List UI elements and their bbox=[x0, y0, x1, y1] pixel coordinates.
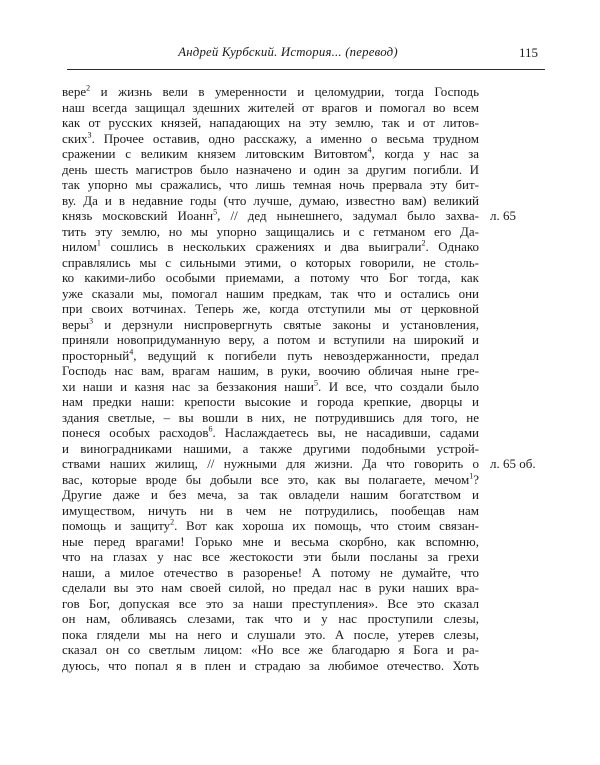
page-number: 115 bbox=[518, 45, 538, 60]
text-line: сражении с великим князем литовским Витовтом$^4$, когда у нас за bbox=[62, 145, 479, 161]
text-line: хи наши и казня нас за беззакония наши$^5$. И все, что создали было bbox=[62, 378, 479, 394]
text-line: веры$^3$ и дерзнули ниспровергнуть святые законы и установления, bbox=[62, 316, 479, 332]
text-line: ствами наших жилищ, // нужными для жизни. Да что говорить о л. 65 об. bbox=[62, 456, 479, 472]
folio-margin-note: л. 65 об. bbox=[490, 456, 536, 471]
text-line: понеся особых расходов$^6$. Наслаждаетесь вы, не насадивши, садами bbox=[62, 424, 479, 440]
text-line: пока глядели мы на него и слушали это. А после, утерев слезы, bbox=[62, 626, 479, 642]
text-line: так упорно мы сражались, что лишь темная ночь прервала эту бит- bbox=[62, 177, 479, 192]
text-line: имуществом, ничуть ни в чем не потрудились, пообещав нам bbox=[62, 502, 479, 518]
text-line: помощь и защиту$^2$. Вот как хороша их помощь, что стоим связан- bbox=[62, 517, 480, 533]
folio-margin-note: л. 65 bbox=[490, 208, 516, 223]
text-line: ву. Да и в недавние годы (что лучше, думаю, известно вам) великий bbox=[62, 192, 479, 208]
text-line: наш всегда защищал здешних жителей от врагов и помогал во всем bbox=[62, 99, 479, 115]
body-text bbox=[62, 83, 536, 673]
text-line: нам предки наши: крепости высокие и города крепкие, дворцы и bbox=[62, 394, 479, 409]
text-line: князь московский Иоанн$^5$, // дед нынешнего, задумал было захва- л. 65 bbox=[62, 208, 479, 224]
text-line: ные перед врагами! Горько мне и весьма скорбно, как вспомню, bbox=[62, 533, 479, 549]
text-line: Другие даже и без меча, за так овладели нашим богатством и bbox=[62, 487, 479, 502]
text-line: при своих вотчинах. Теперь же, когда отступили мы от церковной bbox=[62, 301, 479, 316]
text-line: уже сказали мы, помогал нашим предкам, так что и остались они bbox=[62, 285, 479, 301]
header-rule bbox=[67, 69, 545, 70]
text-line: гов Бог, допуская все это за наши преступления». Все это сказал bbox=[62, 595, 479, 611]
text-line: он нам, обливаясь слезами, так что и у нас проступили слезы, bbox=[62, 611, 479, 626]
text-line: тить эту землю, но мы упорно защищались и с гетманом его Да- bbox=[62, 223, 479, 239]
text-line: как от русских князей, нападающих на эту землю, так и от литов- bbox=[62, 115, 479, 130]
text-line: справлялись мы с сильными этими, о которых говорили, не столь- bbox=[62, 254, 479, 270]
text-line: вас, которые вроде бы добыли все это, как вы полагаете, мечом$^1$? bbox=[62, 471, 479, 487]
text-line: приняли новопридуманную веру, а потом и вступили на широкий и bbox=[62, 332, 479, 347]
running-header-title: Андрей Курбский. История... (перевод) bbox=[178, 45, 398, 59]
text-line: ко какими-либо особыми приемами, а потому что Бог тогда, как bbox=[62, 270, 479, 285]
text-line: здания светлые, – вы вошли в них, не потрудившись для того, не bbox=[62, 409, 479, 425]
text-line: что на глазах у нас все жестокости эти были посланы за грехи bbox=[62, 549, 479, 564]
text-line: и виноградниками нашими, а также другими подобными устрой- bbox=[62, 440, 479, 456]
text-line: сказал он со светлым лицом: «Но все же благодарю я Бога и ра- bbox=[62, 642, 479, 657]
text-line: наши, а милое отечество в разоренье! А потому не думайте, что bbox=[62, 564, 479, 580]
text-line: нилом$^1$ сошлись в нескольких сражениях и два выиграли$^2$. Однако bbox=[62, 238, 479, 254]
text-line: сделали вы это нам своей силой, но предал нас в руки наших вра- bbox=[62, 580, 479, 595]
text-line: день шесть магистров было назначено и один за другим погибли. И bbox=[62, 161, 479, 177]
text-line: ских$^3$. Прочее оставив, одно расскажу, а именно о весьма трудном bbox=[62, 130, 479, 146]
text-line: вере$^2$ и жизнь вели в умеренности и целомудрии, тогда Господь bbox=[62, 83, 479, 99]
text-line: дуюсь, что попал я в плен и страдаю за любимое отечество. Хоть bbox=[62, 657, 479, 673]
text-line: просторный$^4$, ведущий к погибели путь невоздержанности, предал bbox=[62, 347, 479, 363]
text-line: Господь нас вам, врагам нашим, в руки, воочию обличая ныне гре- bbox=[62, 363, 479, 378]
